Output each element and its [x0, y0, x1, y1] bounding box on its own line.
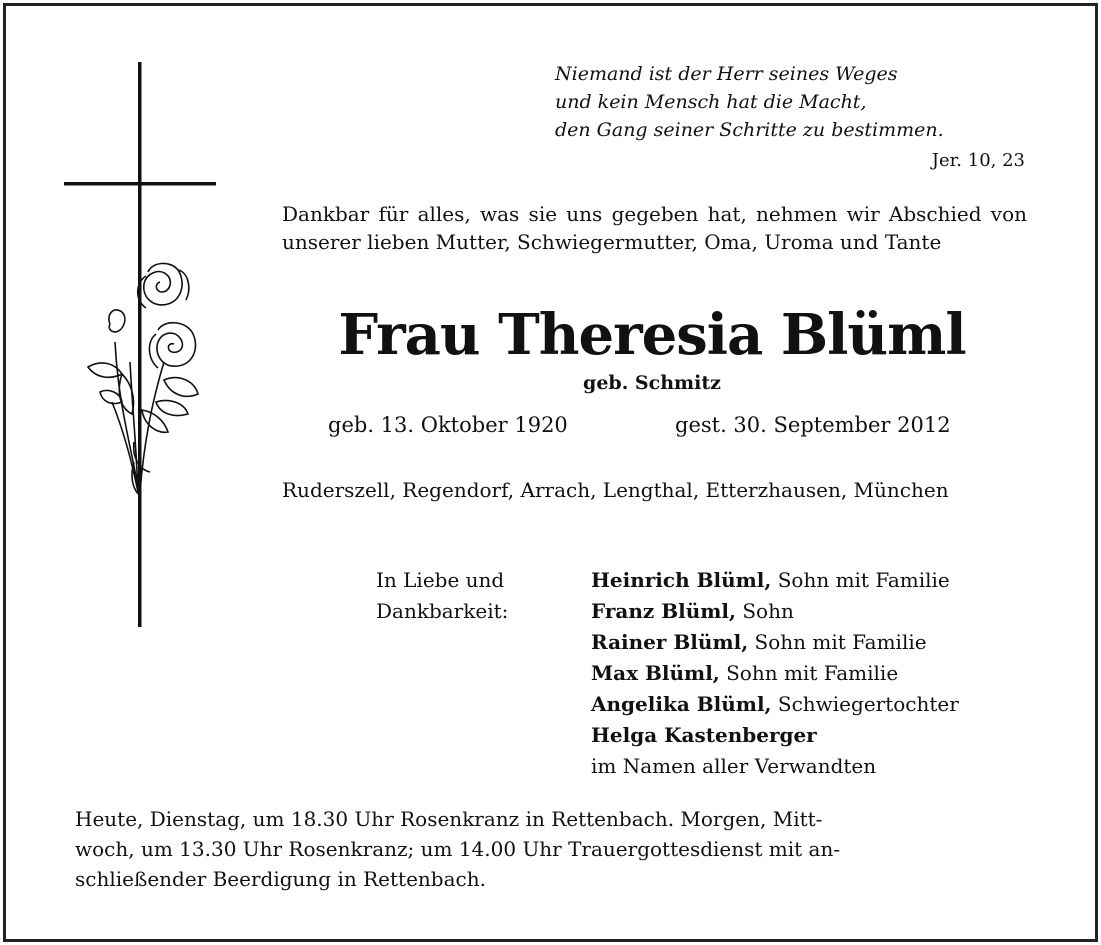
cross-icon [60, 62, 220, 632]
service-info-line: schließender Beerdigung in Rettenbach. [75, 867, 486, 891]
intro-text: Dankbar für alles, was sie uns gegeben hat, nehmen wir Abschied von unserer lieben Mutter, Schwiegermutter, Oma, Uroma und Tante [282, 202, 1027, 254]
mourner-row [591, 689, 959, 720]
birth-date: geb. 13. Oktober 1920 [328, 413, 568, 437]
mourner-name: Franz Blüml, [591, 599, 736, 623]
mourners-label [376, 565, 508, 627]
mourner-row [591, 627, 959, 658]
mourner-relation: Sohn mit Familie [754, 630, 927, 654]
maiden-name: geb. Schmitz [583, 372, 721, 394]
mourners-label-line: In Liebe und [376, 568, 505, 592]
service-info-line: woch, um 13.30 Uhr Rosenkranz; um 14.00 Uhr Trauergottesdienst mit an- [75, 837, 841, 861]
quote-line: den Gang seiner Schritte zu bestimmen. [555, 119, 944, 141]
mourner-row [591, 658, 959, 689]
mourner-name: Rainer Blüml, [591, 630, 749, 654]
mourner-row [591, 596, 959, 627]
mourner-relation: Sohn mit Familie [726, 661, 899, 685]
mourner-name: Helga Kastenberger [591, 723, 817, 747]
places-list: Ruderszell, Regendorf, Arrach, Lengthal, Etterzhausen, München [282, 478, 949, 502]
mourners-label-line: Dankbarkeit: [376, 599, 509, 623]
death-date: gest. 30. September 2012 [675, 413, 951, 437]
deceased-name: Frau Theresia Blüml [338, 302, 966, 368]
bible-quote [555, 60, 1025, 144]
mourner-row [591, 720, 959, 751]
mourner-name: Max Blüml, [591, 661, 720, 685]
quote-reference: Jer. 10, 23 [931, 150, 1025, 171]
mourner-row [591, 565, 959, 596]
quote-line: Niemand ist der Herr seines Weges [555, 63, 898, 85]
mourner-name: Angelika Blüml, [591, 692, 772, 716]
mourner-name: Heinrich Blüml, [591, 568, 772, 592]
mourner-relation: Schwiegertochter [777, 692, 959, 716]
mourners-closing: im Namen aller Verwandten [591, 754, 877, 778]
service-info [75, 804, 1025, 894]
rose-bouquet-icon [88, 263, 198, 494]
mourner-relation: Sohn mit Familie [777, 568, 950, 592]
quote-line: und kein Mensch hat die Macht, [555, 91, 867, 113]
mourner-relation: Sohn [742, 599, 794, 623]
service-info-line: Heute, Dienstag, um 18.30 Uhr Rosenkranz in Rettenbach. Morgen, Mitt- [75, 807, 823, 831]
mourners-list [591, 565, 959, 782]
